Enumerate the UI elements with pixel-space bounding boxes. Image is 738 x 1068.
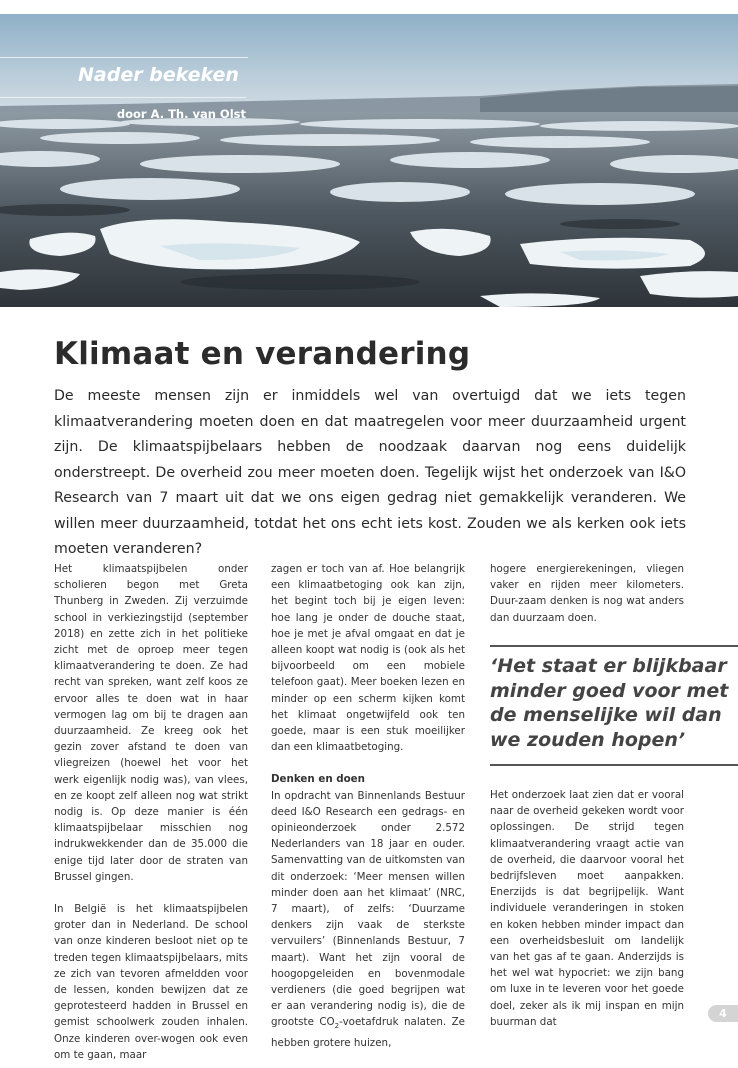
paragraph: zagen er toch van af. Hoe belangrijk een klimaatbetoging ook kan zijn, het begint toch bij je eigen leven: hoe lang je onder de douche staat, hoe je met je afval omgaat en dat je alleen koopt wat nodig is (ook als het bijvoorbeeld om een mobiele telefoon gaat). Meer boeken lezen en minder op een scherm kijken komt het klimaat ongetwijfeld ook ten goede, maar is een stuk moeilijker dan een klimaatbetoging. xyxy=(271,563,465,754)
pullquote-rule-top xyxy=(490,645,738,647)
subscript: 2 xyxy=(334,1022,340,1031)
paragraph: In België is het klimaatspijbelen groter dan in Nederland. De school van onze kinderen besloot niet op te treden tegen klimaatspijbelaars, mits ze zich van tevoren afmeldden voor de lessen, konden bewijzen dat ze geprotesteerd hadden in Brussel en gemist schoolwerk zouden inhalen. Onze kinderen over-wogen ook even om te gaan, maar xyxy=(54,903,248,1061)
subheading: Denken en doen xyxy=(271,773,365,786)
paragraph xyxy=(271,788,465,1051)
paragraph: hogere energierekeningen, vliegen vaker en rijden meer kilometers. Duur-zaam denken is nog wat anders dan duurzaam doen. xyxy=(490,563,684,624)
body-column-1 xyxy=(54,561,248,1063)
paragraph: Het onderzoek laat zien dat er vooral naar de overheid gekeken wordt voor oplossingen. De strijd tegen klimaatverandering vraagt actie van de overheid, die daarvoor vooral het bedrijfsleven moet aanpakken. Enerzijds is dat begrijpelijk. Want individuele veranderingen in stoken en koken hebben minder impact dan een overheidsbesluit om landelijk van het gas af te gaan. Anderzijds is het wel wat hypocriet: we zijn bang om luxe in te leveren voor het goede doel, zeker als ik mij inspan en mijn buurman dat xyxy=(490,789,684,1028)
article-title: Klimaat en verandering xyxy=(54,336,471,372)
body-column-3-bottom xyxy=(490,787,684,1030)
body-column-2 xyxy=(271,561,465,1051)
section-kicker: Nader bekeken xyxy=(78,64,239,86)
author-byline: door A. Th. van Olst xyxy=(0,97,246,123)
article-intro: De meeste mensen zijn er inmiddels wel van overtuigd dat we iets tegen klimaatverandering moeten doen en dat maatregelen voor meer duurzaamheid urgent zijn. De klimaatspijbelaars hebben de noodzaak daarvan nog eens duidelijk onderstreept. De overheid zou meer moeten doen. Tegelijk wijst het onderzoek van I&O Research van 7 maart uit dat we ons eigen gedrag niet gemakkelijk veranderen. We willen meer duurzaamheid, totdat het ons echt iets kost. Zouden we als kerken ook iets moeten veranderen? xyxy=(54,388,686,557)
pullquote: ‘Het staat er blijkbaar minder goed voor met de menselijke wil dan we zouden hopen’ xyxy=(490,655,729,751)
page-number: 4 xyxy=(708,1005,738,1022)
pullquote-rule-bottom xyxy=(490,764,738,766)
paragraph-text-cont: -voetafdruk nalaten. Ze hebben grotere huizen, xyxy=(271,1016,465,1049)
header-rule xyxy=(0,57,248,58)
paragraph-text: In opdracht van Binnenlands Bestuur deed I&O Research een gedrags- en opinieonderzoek onder 2.572 Nederlanders van 18 jaar en ouder. Samenvatting van de uitkomsten van dit onderzoek: ‘Meer mensen willen minder doen aan het klimaat’ (NRC, 7 maart), of zelfs: ‘Duurzame denkers zijn vaak de sterkste vervuilers’ (Binnenlands Bestuur, 7 maart). Want het zijn vooral de hoogopgeleiden en bovenmodale verdieners (die goed begrijpen wat er aan verandering nodig is), die de grootste CO xyxy=(271,789,465,1029)
paragraph: Het klimaatspijbelen onder scholieren begon met Greta Thunberg in Zweden. Zij verzuimde school in verkiezingstijd (september 2018) en zette zich in het politieke zicht met de oproep meer tegen klimaatverandering te doen. Ze had recht van spreken, want zelf koos ze ervoor alles te doen wat in haar vermogen lag om bij te dragen aan duurzaamheid. Ze kreeg ook het gezin zover afstand te doen van vliegreizen (hoewel het voor het werk eigenlijk nodig was), van vlees, en ze koopt zelf alleen nog wat strikt nodig is. Op deze manier is één klimaatspijbelaar misschien nog indrukwekkender dan de 35.000 die enige tijd later door de straten van Brussel gingen. xyxy=(54,563,248,883)
body-column-3-top xyxy=(490,561,684,626)
